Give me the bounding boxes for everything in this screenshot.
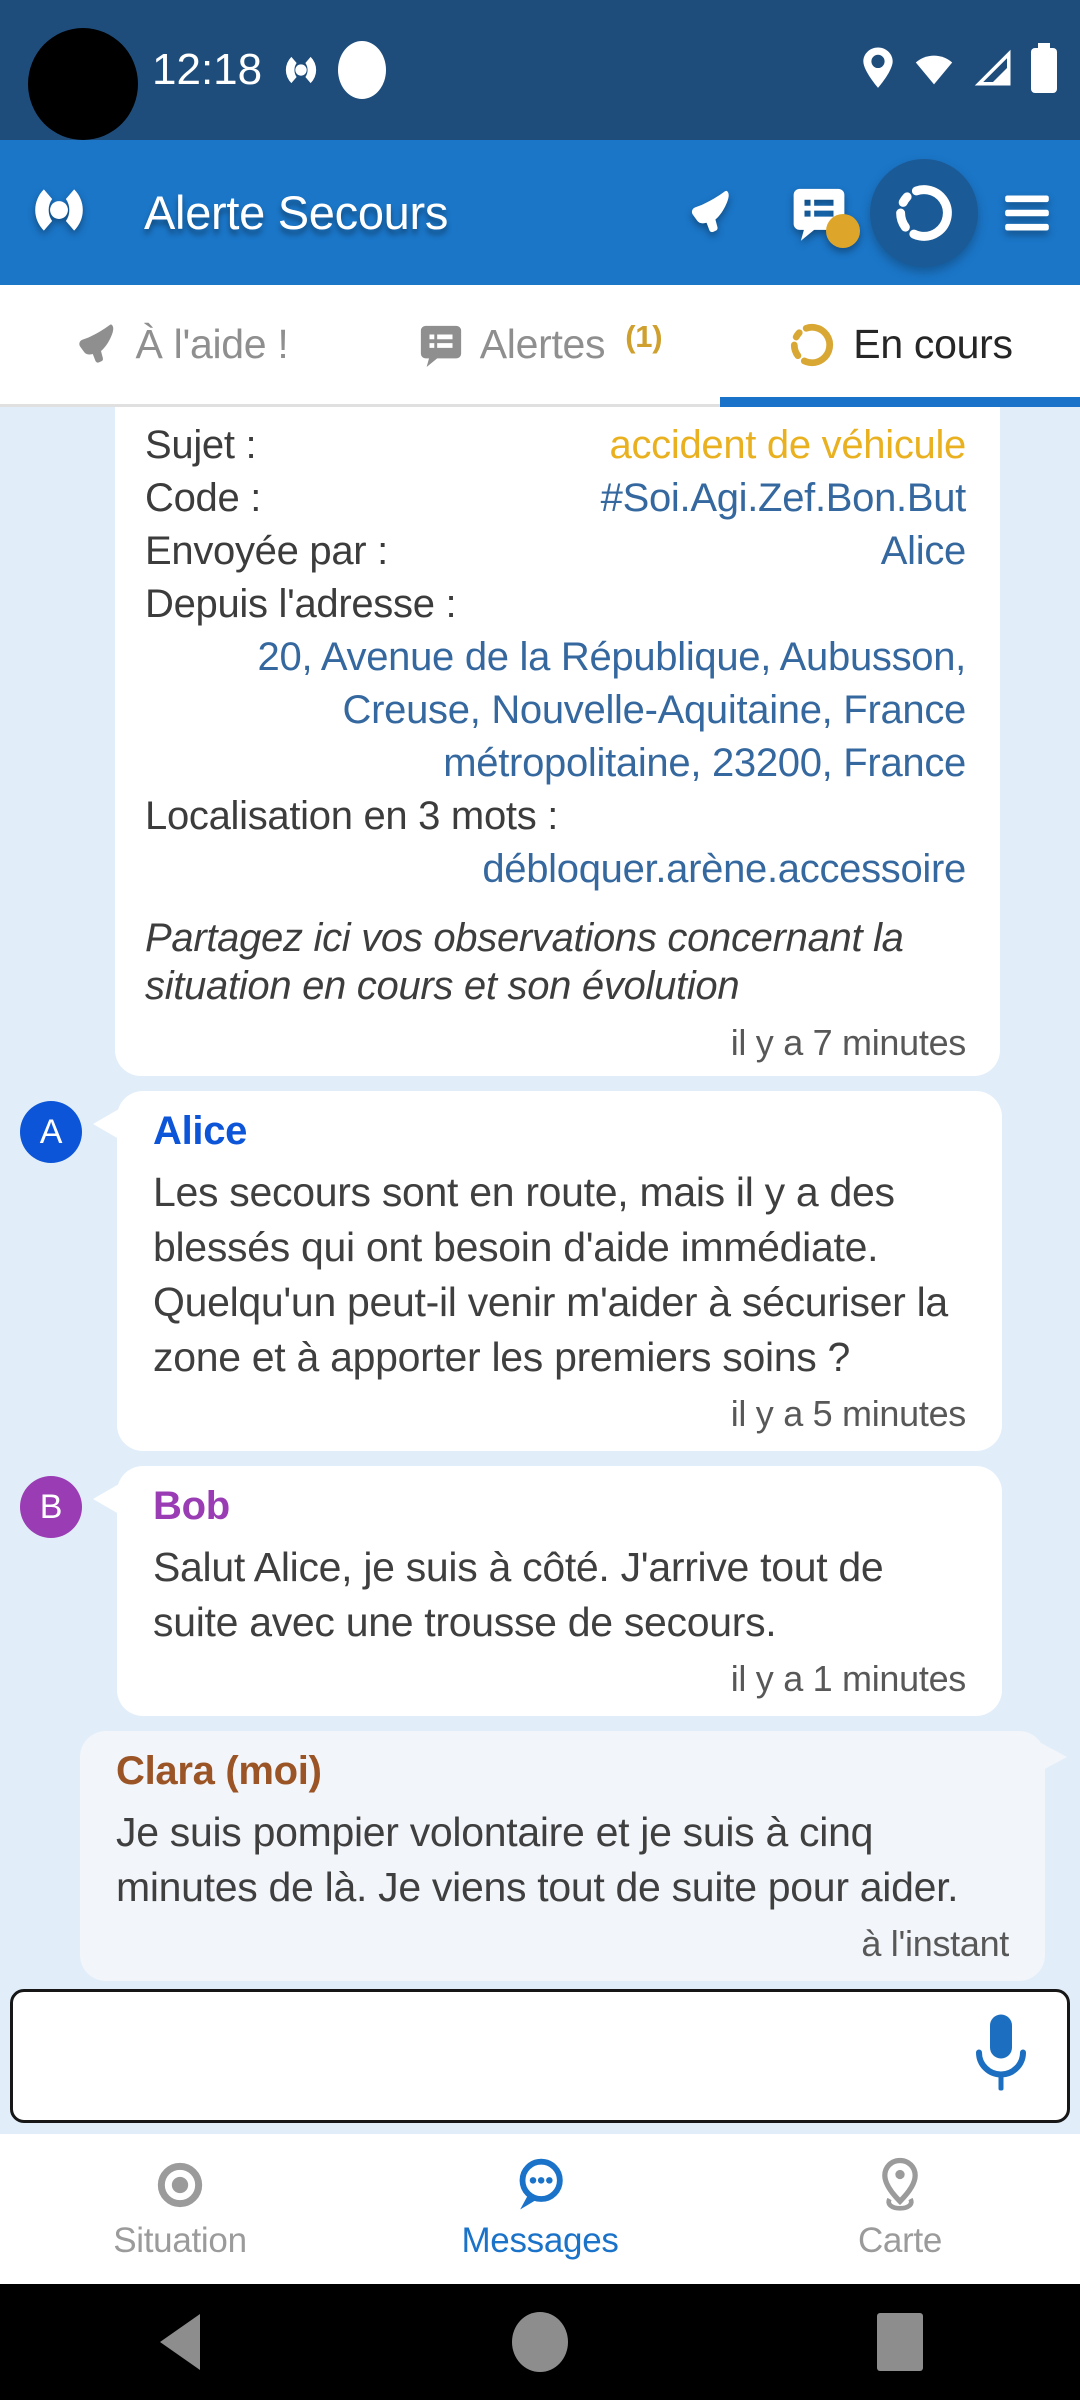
app-title: Alerte Secours	[144, 186, 449, 239]
home-icon	[512, 2312, 568, 2372]
spinner-icon	[891, 180, 957, 246]
tab-en-cours[interactable]	[720, 285, 1080, 404]
message-bubble	[117, 1091, 1002, 1451]
address-value[interactable]: 20, Avenue de la République, Aubusson, Creuse, Nouvelle-Aquitaine, France métropolitaine, 23200, France	[257, 635, 966, 785]
menu-button[interactable]	[1000, 189, 1054, 237]
mic-button[interactable]	[969, 2011, 1033, 2102]
back-icon	[160, 2314, 200, 2370]
message-text: Salut Alice, je suis à côté. J'arrive tout de suite avec une trousse de secours.	[153, 1544, 884, 1645]
nav-item-messages[interactable]	[360, 2134, 720, 2284]
message-bubble	[117, 1466, 1002, 1716]
message-timestamp: il y a 5 minutes	[730, 1393, 966, 1434]
chat-list-button[interactable]	[790, 184, 848, 242]
tab-label: Alertes	[479, 321, 606, 367]
back-button[interactable]	[0, 2284, 360, 2400]
cell-signal-icon	[972, 48, 1014, 93]
message-thread	[0, 407, 1080, 1985]
nav-label: Messages	[461, 2221, 619, 2260]
card-timestamp: il y a 7 minutes	[730, 1022, 966, 1063]
map-pin-icon	[872, 2157, 928, 2213]
battery-icon	[1030, 43, 1058, 98]
ongoing-status-button[interactable]	[870, 159, 978, 267]
message-input[interactable]	[13, 1992, 1067, 2120]
tab-label: À l'aide !	[135, 321, 289, 367]
notification-icon	[338, 41, 386, 99]
subject-value: accident de véhicule	[609, 423, 966, 467]
message-author: Clara (moi)	[116, 1749, 322, 1793]
nav-label: Situation	[113, 2221, 247, 2260]
status-time: 12:18	[152, 45, 263, 94]
tab-bar	[0, 285, 1080, 407]
nav-item-carte[interactable]	[720, 2134, 1080, 2284]
recents-icon	[877, 2313, 923, 2371]
message-row	[0, 1466, 1080, 1716]
tab-label: En cours	[853, 321, 1013, 367]
sender-label: Envoyée par :	[145, 529, 388, 573]
spinner-icon	[787, 320, 837, 370]
nav-item-situation[interactable]	[0, 2134, 360, 2284]
bottom-navigation	[0, 2134, 1080, 2284]
address-label: Depuis l'adresse :	[145, 582, 457, 626]
recents-button[interactable]	[720, 2284, 1080, 2400]
avatar: A	[20, 1101, 82, 1163]
broadcast-status-icon	[280, 49, 322, 91]
unread-badge	[826, 214, 860, 248]
wifi-icon	[912, 48, 956, 93]
megaphone-icon	[72, 321, 120, 369]
camera-cutout	[28, 28, 138, 140]
megaphone-button[interactable]	[684, 187, 736, 239]
subject-label: Sujet :	[145, 423, 257, 467]
message-timestamp: il y a 1 minutes	[730, 1658, 966, 1699]
code-label: Code :	[145, 476, 262, 520]
home-button[interactable]	[360, 2284, 720, 2400]
message-row	[0, 1091, 1080, 1451]
chat-list-icon	[418, 322, 464, 368]
message-bubble-own	[80, 1731, 1045, 1981]
app-header	[0, 140, 1080, 285]
alert-count-badge: (1)	[625, 318, 663, 354]
w3w-label: Localisation en 3 mots :	[145, 794, 559, 838]
w3w-value[interactable]: débloquer.arène.accessoire	[482, 847, 966, 891]
avatar: B	[20, 1476, 82, 1538]
message-text: Les secours sont en route, mais il y a des blessés qui ont besoin d'aide immédiate. Quelqu'un peut-il venir m'aider à sécuriser la zone et à apporter les premiers soins ?	[153, 1169, 948, 1380]
target-icon	[152, 2157, 208, 2213]
tab-a-laide[interactable]	[0, 285, 360, 404]
nav-label: Carte	[857, 2221, 943, 2260]
message-timestamp: à l'instant	[861, 1923, 1009, 1964]
composer-bar	[0, 1985, 1080, 2134]
alert-info-card	[115, 407, 1000, 1076]
code-value[interactable]: #Soi.Agi.Zef.Bon.But	[600, 476, 966, 520]
status-bar	[0, 0, 1080, 140]
chat-bubble-icon	[512, 2157, 568, 2213]
message-text: Je suis pompier volontaire et je suis à cinq minutes de là. Je viens tout de suite pour aider.	[116, 1809, 959, 1910]
message-author: Alice	[153, 1109, 248, 1153]
sender-value: Alice	[880, 529, 966, 573]
card-note: Partagez ici vos observations concernant la situation en cours et son évolution	[145, 916, 904, 1008]
message-author: Bob	[153, 1484, 230, 1528]
app-logo-icon	[26, 177, 92, 248]
location-pin-icon	[860, 46, 896, 95]
android-nav-bar	[0, 2284, 1080, 2400]
message-input-container	[10, 1989, 1070, 2123]
message-row	[0, 1731, 1080, 1981]
tab-alertes[interactable]	[360, 285, 720, 404]
